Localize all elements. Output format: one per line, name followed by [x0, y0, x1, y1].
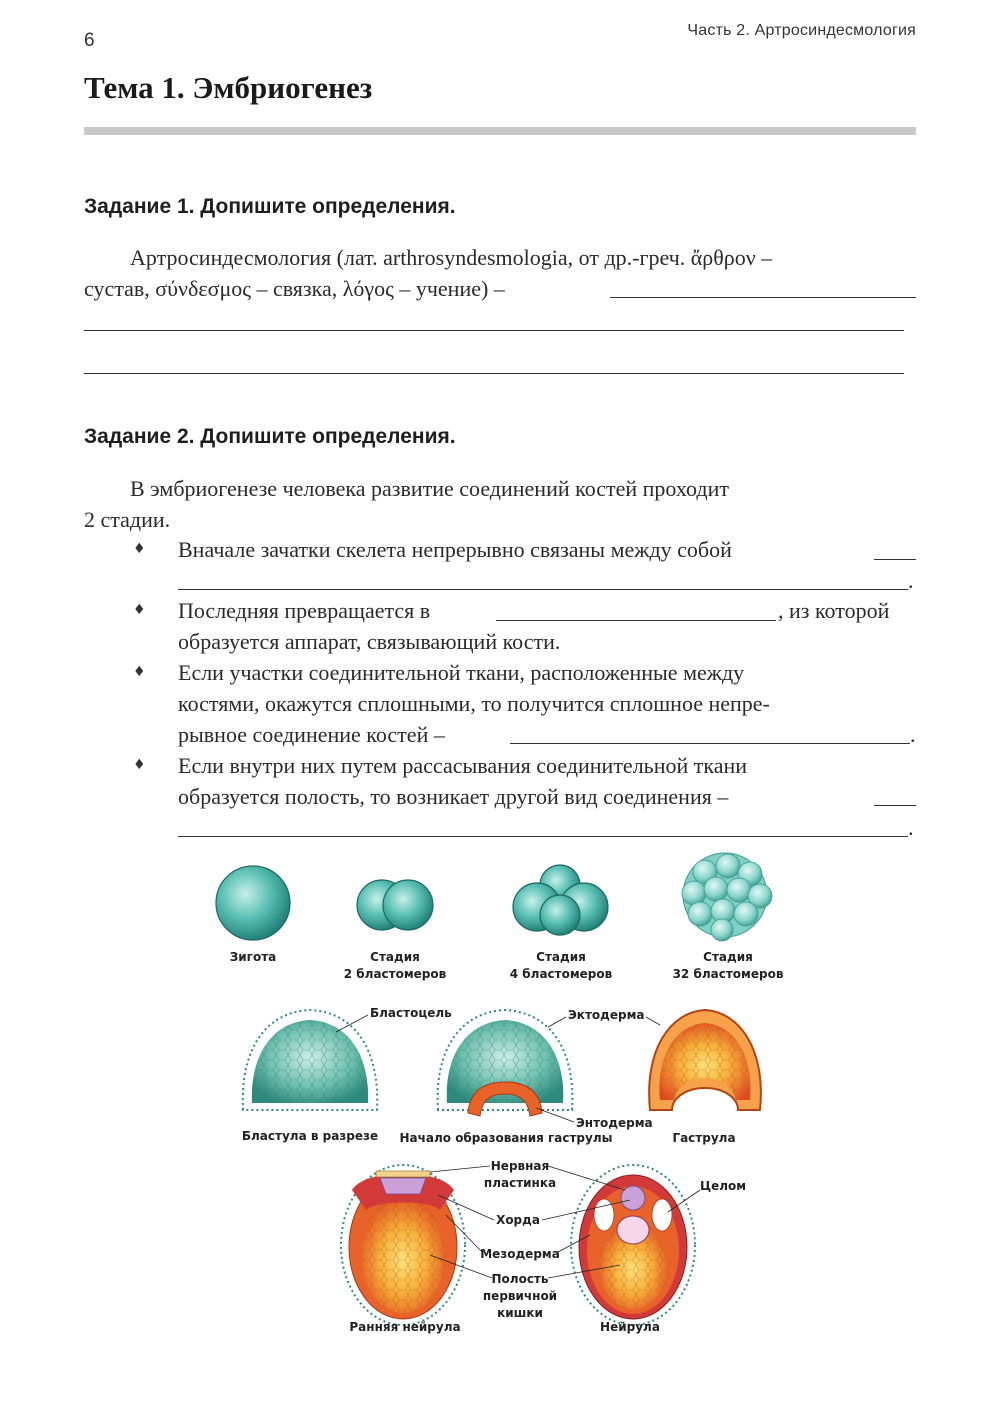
- task1-heading: Задание 1. Допишите определения.: [84, 195, 456, 218]
- early-gastrula-section: [438, 1010, 573, 1116]
- label-notochord: Хорда: [496, 1213, 540, 1227]
- bullet1-period: .: [908, 568, 914, 593]
- bullet3-answer-line[interactable]: [510, 743, 910, 744]
- bullet4-answer-line-a[interactable]: [874, 805, 916, 806]
- label-stage4-a: Стадия: [536, 950, 586, 964]
- task2-heading: Задание 2. Допишите определения.: [84, 425, 456, 448]
- neurula-section: [571, 1165, 695, 1325]
- bullet3-period: .: [910, 722, 916, 747]
- label-ectoderm: Эктодерма: [568, 1008, 645, 1022]
- bullet1-answer-line-a[interactable]: [874, 559, 916, 560]
- four-blastomere-stage: [513, 865, 608, 935]
- bullet-diamond-icon: ♦: [133, 757, 146, 773]
- page-number: 6: [84, 30, 95, 51]
- bullet4-answer-line-b[interactable]: [178, 836, 908, 837]
- bullet-diamond-icon: ♦: [133, 541, 146, 557]
- label-zygote: Зигота: [229, 950, 277, 964]
- label-stage2-b: 2 бластомеров: [343, 967, 447, 981]
- gastrula-section: [649, 1010, 761, 1110]
- label-neural-a: Нервная: [490, 1159, 550, 1173]
- early-neurula-section: [341, 1165, 465, 1325]
- task1-line2: сустав, σύνδεσμος – связка, λόγος – учение) –: [84, 276, 505, 301]
- part-title: Часть 2. Артросиндесмология: [687, 22, 916, 39]
- label-gastrula: Гаструла: [672, 1131, 736, 1145]
- task1-line1: Артросиндесмология (лат. arthrosyndesmologia, от др.-греч. ἄρθρον –: [130, 245, 773, 270]
- bullet3-line3: рывное соединение костей –: [178, 722, 445, 747]
- label-gut-b: первичной: [482, 1289, 558, 1303]
- label-neural-b: пластинка: [483, 1176, 557, 1190]
- bullet-diamond-icon: ♦: [133, 664, 146, 680]
- thirty-two-blastomere-stage: [682, 853, 772, 941]
- label-stage2-a: Стадия: [370, 950, 420, 964]
- label-coelom: Целом: [700, 1179, 747, 1193]
- label-stage32-a: Стадия: [703, 950, 753, 964]
- label-mesoderm: Мезодерма: [480, 1247, 560, 1261]
- bullet1-answer-line-b[interactable]: [178, 589, 908, 590]
- label-gastrulation-start: Начало образования гаструлы: [399, 1131, 613, 1145]
- bullet4-period: .: [908, 815, 914, 840]
- task1-answer-line-1[interactable]: [610, 297, 916, 298]
- bullet3-line1: Если участки соединительной ткани, расположенные между: [178, 660, 745, 685]
- label-blastula: Бластула в разрезе: [241, 1129, 379, 1143]
- embryogenesis-figure: [0, 850, 1000, 1350]
- zygote-cell: [216, 866, 290, 940]
- label-neurula: Нейрула: [600, 1320, 660, 1334]
- label-stage4-b: 4 бластомеров: [509, 967, 613, 981]
- task1-answer-line-3[interactable]: [84, 373, 904, 374]
- bullet-diamond-icon: ♦: [133, 602, 146, 618]
- label-gut-a: Полость: [491, 1272, 549, 1286]
- bullet4-line1: Если внутри них путем рассасывания соединительной ткани: [178, 753, 748, 778]
- label-endoderm: Энтодерма: [576, 1116, 653, 1130]
- label-stage32-b: 32 бластомеров: [672, 967, 784, 981]
- label-early-neurula: Ранняя нейрула: [349, 1320, 461, 1334]
- bullet3-line2: костями, окажутся сплошными, то получится сплошное непре-: [178, 691, 770, 716]
- bullet2-line1-end: , из которой: [778, 598, 890, 623]
- task2-intro-line2: 2 стадии.: [84, 507, 171, 532]
- bullet4-line2: образуется полость, то возникает другой вид соединения –: [178, 784, 729, 809]
- bullet2-line1-start: Последняя превращается в: [178, 598, 431, 623]
- bullet1-line1: Вначале зачатки скелета непрерывно связаны между собой: [178, 537, 732, 562]
- bullet2-line2: образуется аппарат, связывающий кости.: [178, 629, 561, 654]
- label-gut-c: кишки: [497, 1306, 543, 1320]
- blastula-section: [243, 1010, 377, 1110]
- task2-intro-line1: В эмбриогенезе человека развитие соединений костей проходит: [130, 476, 729, 501]
- label-blastocoel: Бластоцель: [370, 1006, 452, 1020]
- title-divider: [84, 127, 916, 135]
- topic-title: Тема 1. Эмбриогенез: [84, 70, 373, 105]
- bullet2-answer-line[interactable]: [496, 620, 776, 621]
- task1-answer-line-2[interactable]: [84, 330, 904, 331]
- two-blastomere-stage: [357, 880, 433, 930]
